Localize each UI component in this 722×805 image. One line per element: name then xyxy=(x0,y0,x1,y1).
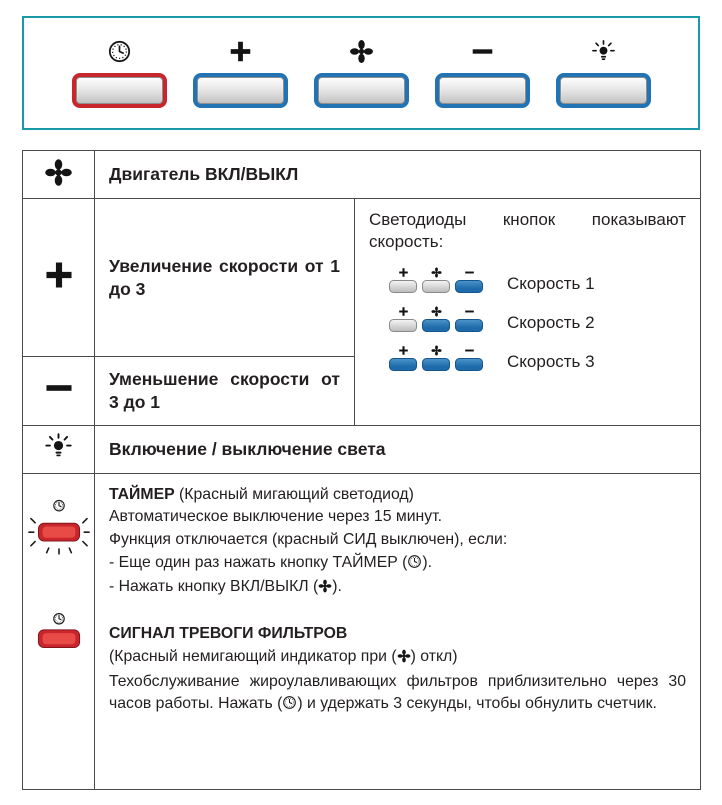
timer-bullet-timer xyxy=(109,552,686,577)
motor-button-illustration xyxy=(314,73,409,108)
panel-button-speed-up xyxy=(193,38,288,108)
led-button-on xyxy=(455,280,483,293)
speed-row xyxy=(369,266,686,293)
timer-bullet-onoff xyxy=(109,576,686,601)
alarm-cond-text: (Красный немигающий индикатор при ( xyxy=(109,647,397,665)
fan-icon xyxy=(431,344,442,356)
bullet-onoff-text: - Нажать кнопку ВКЛ/ВЫКЛ ( xyxy=(109,578,319,596)
light-label: Включение / выключение света xyxy=(95,425,701,473)
timer-title-line xyxy=(109,484,686,507)
button-face xyxy=(76,77,163,104)
blinking-red-led-icon xyxy=(28,498,90,556)
timer-title-note: (Красный мигающий светодиод) xyxy=(174,485,414,503)
timer-button-illustration xyxy=(72,73,167,108)
timer-title: ТАЙМЕР xyxy=(109,485,175,503)
led-unit-fan xyxy=(422,266,450,293)
button-face xyxy=(197,77,284,104)
fan-icon xyxy=(431,305,442,317)
speed-up-button-illustration xyxy=(193,73,288,108)
control-panel-illustration xyxy=(22,16,700,130)
minus-icon xyxy=(464,344,475,356)
led-unit-fan xyxy=(422,344,450,371)
motor-label: Двигатель ВКЛ/ВЫКЛ xyxy=(95,151,701,199)
plus-icon xyxy=(228,38,253,64)
plus-icon xyxy=(398,305,409,317)
alarm-body-end: ) и удержать 3 секунды, чтобы обнулить счетчик. xyxy=(297,695,657,713)
timer-icon-cell xyxy=(23,473,95,789)
alarm-title-line xyxy=(109,623,686,646)
decrease-icon-cell xyxy=(23,357,95,426)
clock-icon xyxy=(282,695,297,718)
table-row-motor xyxy=(23,151,701,199)
led-unit-plus xyxy=(389,305,417,332)
led-unit-plus xyxy=(389,344,417,371)
light-button-illustration xyxy=(556,73,651,108)
speed-led-intro: Светодиоды кнопок показывают скорость: xyxy=(369,210,686,252)
table-row-timer xyxy=(23,473,701,789)
fan-icon xyxy=(397,648,411,671)
minus-icon xyxy=(464,266,475,278)
bullet-timer-text: - Еще один раз нажать кнопку ТАЙМЕР ( xyxy=(109,553,408,571)
motor-icon-cell xyxy=(23,151,95,199)
led-button-off xyxy=(389,319,417,332)
led-unit-fan xyxy=(422,305,450,332)
plus-icon xyxy=(398,344,409,356)
light-icon xyxy=(591,38,616,64)
alarm-cond-end: ) откл) xyxy=(410,647,458,665)
bullet-onoff-end: ). xyxy=(332,578,342,596)
panel-button-speed-down xyxy=(435,38,530,108)
alarm-body-text: Техобслуживание жироулавливающих фильтров приблизительно через 30 часов работы. Нажать ( xyxy=(109,672,686,713)
panel-button-motor xyxy=(314,38,409,108)
fan-icon xyxy=(431,266,442,278)
speed-caption: Скорость 2 xyxy=(507,313,595,333)
speed-row xyxy=(369,344,686,371)
led-group xyxy=(389,305,483,332)
speed-row xyxy=(369,305,686,332)
button-face xyxy=(439,77,526,104)
led-unit-plus xyxy=(389,266,417,293)
panel-button-light xyxy=(556,38,651,108)
table-row-light xyxy=(23,425,701,473)
light-icon xyxy=(44,432,73,461)
timer-disable-line: Функция отключается (красный СИД выключен), если: xyxy=(109,530,508,548)
decrease-label: Уменьшение скорости от 3 до 1 xyxy=(95,357,355,426)
alarm-body-line xyxy=(109,671,686,718)
speed-caption: Скорость 3 xyxy=(507,352,595,372)
speed-caption: Скорость 1 xyxy=(507,274,595,294)
timer-description-cell xyxy=(95,473,701,789)
plus-icon xyxy=(398,266,409,278)
led-button-on xyxy=(389,358,417,371)
led-unit-minus xyxy=(455,344,483,371)
led-button-on xyxy=(422,358,450,371)
alarm-title: СИГНАЛ ТРЕВОГИ ФИЛЬТРОВ xyxy=(109,625,348,643)
fan-icon xyxy=(318,578,332,601)
led-button-on xyxy=(455,358,483,371)
bullet-timer-end: ). xyxy=(422,553,433,571)
fan-icon xyxy=(349,38,374,64)
increase-label: Увеличение скорости от 1 до 3 xyxy=(95,199,355,357)
button-face xyxy=(318,77,405,104)
plus-icon xyxy=(43,259,75,291)
led-button-on xyxy=(455,319,483,332)
button-face xyxy=(560,77,647,104)
led-button-off xyxy=(389,280,417,293)
led-unit-minus xyxy=(455,305,483,332)
red-led-illustrations xyxy=(27,498,90,656)
panel-button-timer xyxy=(72,38,167,108)
fan-icon xyxy=(44,158,73,187)
led-group xyxy=(389,344,483,371)
clock-icon xyxy=(407,554,422,577)
speed-indicator-rows xyxy=(369,266,686,371)
minus-icon xyxy=(464,305,475,317)
minus-icon xyxy=(43,372,75,404)
alarm-condition-line xyxy=(109,646,686,671)
clock-icon xyxy=(107,38,132,64)
increase-icon-cell xyxy=(23,199,95,357)
minus-icon xyxy=(470,38,495,64)
led-button-on xyxy=(422,319,450,332)
control-panel-buttons xyxy=(72,38,651,108)
table-row-increase xyxy=(23,199,701,357)
light-icon-cell xyxy=(23,425,95,473)
speed-down-button-illustration xyxy=(435,73,530,108)
led-button-off xyxy=(422,280,450,293)
led-group xyxy=(389,266,483,293)
led-unit-minus xyxy=(455,266,483,293)
speed-led-cell xyxy=(355,199,701,426)
controls-table xyxy=(22,150,701,790)
timer-auto-off-line: Автоматическое выключение через 15 минут. xyxy=(109,508,443,526)
steady-red-led-icon xyxy=(28,612,90,656)
